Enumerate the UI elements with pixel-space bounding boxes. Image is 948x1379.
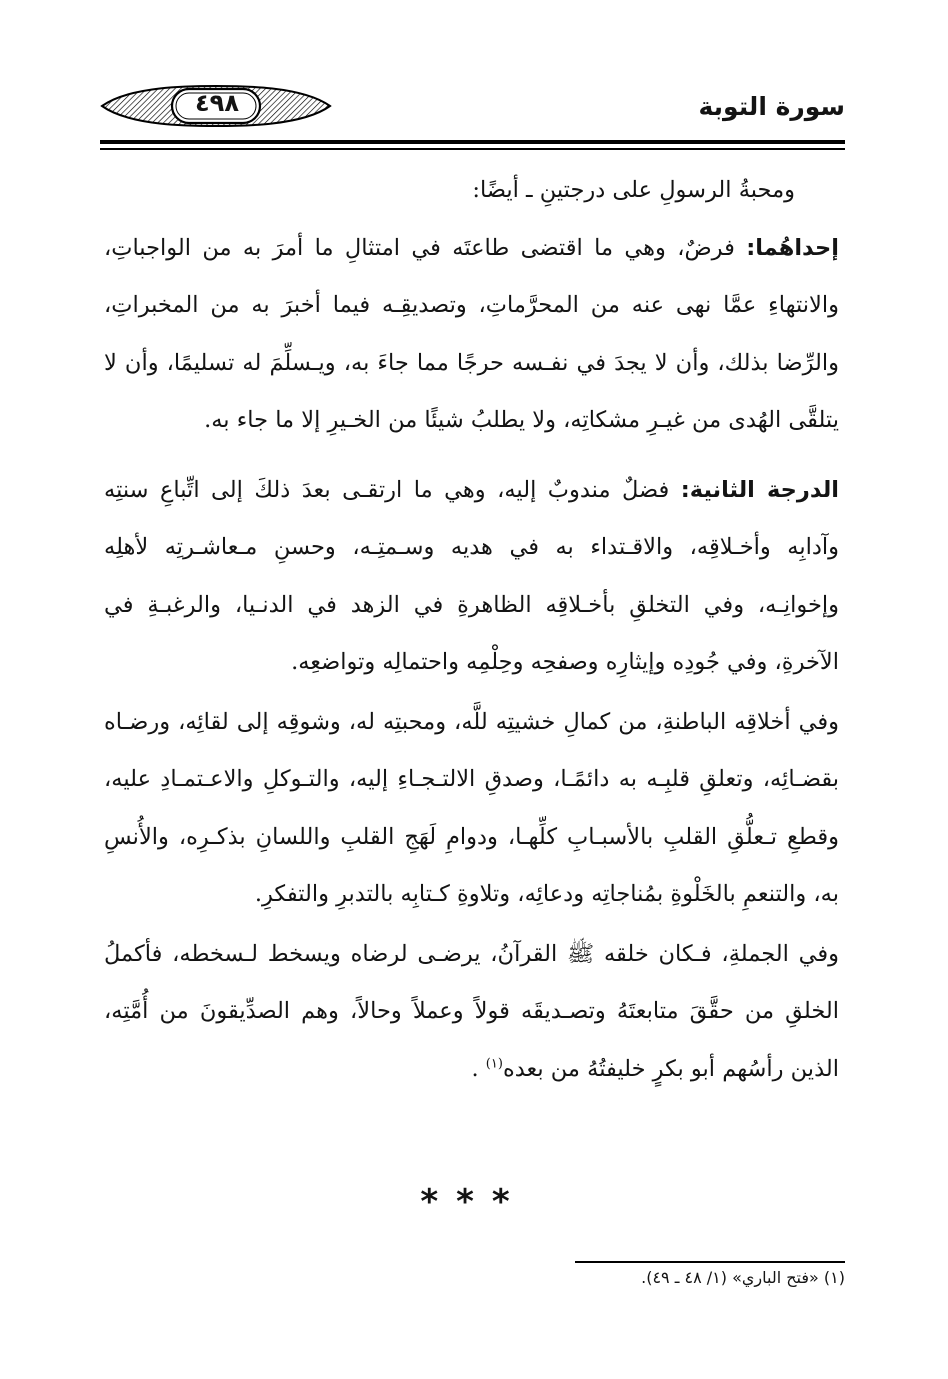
main-text (104, 162, 839, 1098)
page-number-badge (100, 84, 332, 128)
degree-two-label: الدرجة الثانية: (680, 476, 840, 503)
summary-text: وفي الجملةِ، فـكان خلقه ﷺ القرآنُ، يرضـى لرضاه ويسخط لـسخطه، فأكملُ الخلقِ من حقَّقَ متابعتَهُ وتصـديقَه قولاً وعملاً وحالاً، وهم الصدِّيقونَ من أُمَّتِه، الذين رأسُهم أبو بكرٍ خليفتُهُ من بعده (104, 940, 839, 1082)
paragraph-degree-two (104, 462, 839, 692)
degree-two-text: فضلٌ مندوبٌ إليه، وهي ما ارتقـى بعدَ ذلكَ إلى اتِّباعِ سنتِه وآدابِه وأخـلاقِه، والاقـتداء به في هديه وسـمتِـه، وحسنِ مـعاشـرتِه لأهلِه وإخوانِـه، وفي التخلقِ بأخـلاقِه الظاهرةِ في الزهد في الدنـيا، والرغبـةِ في الآخرةِ، وفي جُودِه وإيثارِه وصفحِه وحِلْمِه واحتمالِه وتواضعِه. (104, 476, 839, 675)
footnote: (١) «فتح الباري» (١/ ٤٨ ـ ٤٩). (641, 1268, 845, 1287)
summary-end: . (471, 1055, 486, 1082)
header-rule-thin (100, 148, 845, 150)
degree-one-label: إحداهُما: (746, 234, 839, 261)
page-number: ٤٩٨ (195, 89, 239, 117)
footnote-reference[interactable]: (١) (485, 1056, 503, 1071)
intro-line: ومحبةُ الرسولِ على درجتينِ ـ أيضًا: (472, 177, 795, 203)
header-rule-thick (100, 140, 845, 144)
footnote-rule (575, 1261, 845, 1263)
paragraph-summary (104, 926, 839, 1099)
page-header (100, 82, 845, 138)
section-separator-stars: *** (420, 1182, 528, 1222)
paragraph-inner-character: وفي أخلاقِه الباطنةِ، من كمالِ خشيتِه للَّه، ومحبتِه له، وشوقِه إلى لقائِه، ورضـاه بقضـائِه، وتعلقِ قلبِـه به دائمًـا، وصدقِ الالتـجـاءِ إليه، والتـوكلِ والاعـتمـادِ عليه، وقطعِ تـعلُّقِ القلبِ بالأسبـابِ كلِّهـا، ودوامِ لَهَجِ القلبِ واللسانِ بذكـرِه، والأُنسِ به، والتنعمِ بالخَلْوةِ بمُناجاتِه ودعائِه، وتلاوةِ كـتابِه بالتدبرِ والتفكرِ. (104, 708, 839, 907)
degree-one-text: فرضٌ، وهي ما اقتضى طاعتَه في امتثالِ ما أمرَ به من الواجباتِ، والانتهاءِ عمَّا نهى عنه من المحرَّماتِ، وتصديقِـه فيما أخبرَ به من المخبراتِ، والرِّضا بذلك، وأن لا يجدَ في نفـسه حرجًا مما جاءَ به، ويـسلِّمَ له تسليمًا، وأن لا يتلقَّى الهُدى من غيـرِ مشكاتِه، ولا يطلبُ شيئًا من الخـيرِ إلا ما جاء به. (104, 234, 839, 433)
surah-title: سورة التوبة (698, 92, 845, 121)
paragraph-degree-one (104, 220, 839, 450)
